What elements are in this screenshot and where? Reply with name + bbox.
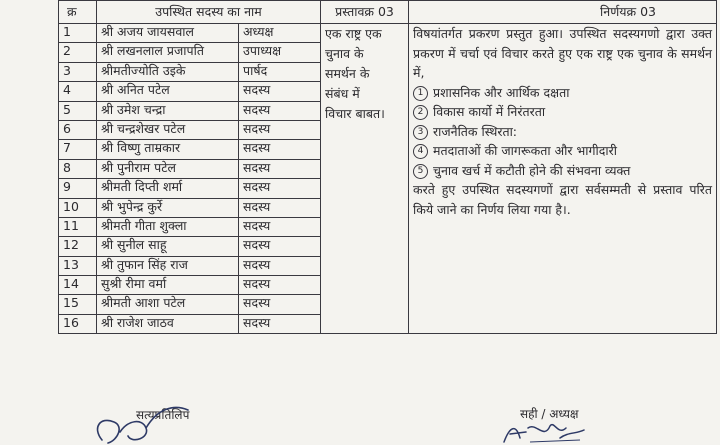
member-name: श्री पुनीराम पटेल [97, 159, 239, 178]
header-member-name: उपस्थित सदस्य का नाम [97, 1, 321, 24]
resolution-cell [409, 24, 717, 334]
member-serial: 14 [59, 276, 97, 295]
member-serial: 12 [59, 237, 97, 256]
member-post: सदस्य [239, 276, 321, 295]
member-serial: 2 [59, 43, 97, 62]
member-name: श्री सुनील साहू [97, 237, 239, 256]
member-name: श्रीमती दिप्ती शर्मा [97, 179, 239, 198]
proposal-line: संबंध में [325, 86, 360, 101]
point-number: 4 [413, 144, 428, 159]
point-number: 2 [413, 105, 428, 120]
member-name: सुश्री रीमा वर्मा [97, 276, 239, 295]
point-text: प्रशासनिक और आर्थिक दक्षता [433, 84, 570, 100]
proposal-cell [321, 24, 409, 334]
member-post: सदस्य [239, 82, 321, 101]
header-resolution: निर्णयक्र 03 [409, 1, 717, 24]
true-copy-label: सत्यप्रतिलिप [136, 408, 190, 422]
member-name: श्री उमेश चन्द्रा [97, 101, 239, 120]
list-item [413, 141, 712, 161]
member-serial: 5 [59, 101, 97, 120]
member-name: श्री भुपेन्द्र कुर्रे [97, 198, 239, 217]
signature-right [500, 418, 590, 445]
member-name: श्री राजेश जाठव [97, 314, 239, 333]
point-number: 1 [413, 86, 428, 101]
member-name: श्री चन्द्रशेखर पटेल [97, 120, 239, 139]
member-post: सदस्य [239, 101, 321, 120]
member-name: श्रीमती गीता शुक्ला [97, 217, 239, 236]
member-serial: 1 [59, 24, 97, 43]
point-text: राजनैतिक स्थिरता: [433, 123, 518, 139]
member-post: सदस्य [239, 179, 321, 198]
proposal-line: एक राष्ट्र एक [325, 26, 382, 41]
member-post: सदस्य [239, 140, 321, 159]
point-number: 5 [413, 164, 428, 179]
signature-left [88, 388, 198, 445]
member-name: श्री विष्णु ताम्रकार [97, 140, 239, 159]
member-serial: 8 [59, 159, 97, 178]
header-serial: क्र [59, 1, 97, 24]
member-serial: 3 [59, 62, 97, 81]
resolution-outro: करते हुए उपस्थित सदस्यगणों द्वारा सर्वसम्मती से प्रस्ताव परित किये जाने का निर्णय लिया गया है।. [413, 182, 712, 217]
member-post: अध्यक्ष [239, 24, 321, 43]
member-serial: 16 [59, 314, 97, 333]
member-serial: 9 [59, 179, 97, 198]
list-item [413, 83, 712, 103]
list-item [413, 102, 712, 122]
list-item [413, 161, 712, 181]
member-name: श्रीमतीज्योति उइके [97, 62, 239, 81]
member-serial: 4 [59, 82, 97, 101]
member-serial: 10 [59, 198, 97, 217]
header-proposal: प्रस्तावक्र 03 [321, 1, 409, 24]
member-post: पार्षद [239, 62, 321, 81]
resolution-points [413, 83, 712, 181]
member-name: श्रीमती आशा पटेल [97, 295, 239, 314]
point-number: 3 [413, 125, 428, 140]
member-post: उपाध्यक्ष [239, 43, 321, 62]
member-name: श्री तुफान सिंह राज [97, 256, 239, 275]
member-serial: 11 [59, 217, 97, 236]
member-serial: 6 [59, 120, 97, 139]
minutes-table [58, 0, 717, 334]
signed-president-label: सही / अध्यक्ष [520, 407, 579, 421]
member-serial: 15 [59, 295, 97, 314]
table-row [59, 24, 717, 43]
member-post: सदस्य [239, 256, 321, 275]
member-post: सदस्य [239, 295, 321, 314]
member-name: श्री लखनलाल प्रजापति [97, 43, 239, 62]
member-serial: 13 [59, 256, 97, 275]
member-serial: 7 [59, 140, 97, 159]
member-name: श्री अनित पटेल [97, 82, 239, 101]
member-post: सदस्य [239, 237, 321, 256]
member-post: सदस्य [239, 217, 321, 236]
member-post: सदस्य [239, 314, 321, 333]
member-post: सदस्य [239, 159, 321, 178]
point-text: मतदाताओं की जागरूकता और भागीदारी [433, 143, 617, 158]
proposal-line: समर्थन के [325, 66, 370, 81]
resolution-intro: विषयांतर्गत प्रकरण प्रस्तुत हुआ। उपस्थित सदस्यगणो द्वारा उक्त प्रकरण में चर्चा एवं विचार करते हुए एक राष्ट्र एक चुनाव के समर्थन में, [413, 26, 712, 80]
table-header-row [59, 1, 717, 24]
list-item [413, 122, 712, 142]
point-text: चुनाव खर्च में कटौती होने की संभवना व्यक्त [433, 162, 631, 178]
proposal-line: विचार बाबत। [325, 106, 385, 121]
member-post: सदस्य [239, 198, 321, 217]
member-post: सदस्य [239, 120, 321, 139]
member-name: श्री अजय जायसवाल [97, 24, 239, 43]
point-text: विकास कार्यो में निरंतरता [433, 104, 546, 119]
member-rows [59, 24, 717, 334]
proposal-line: चुनाव के [325, 46, 364, 61]
